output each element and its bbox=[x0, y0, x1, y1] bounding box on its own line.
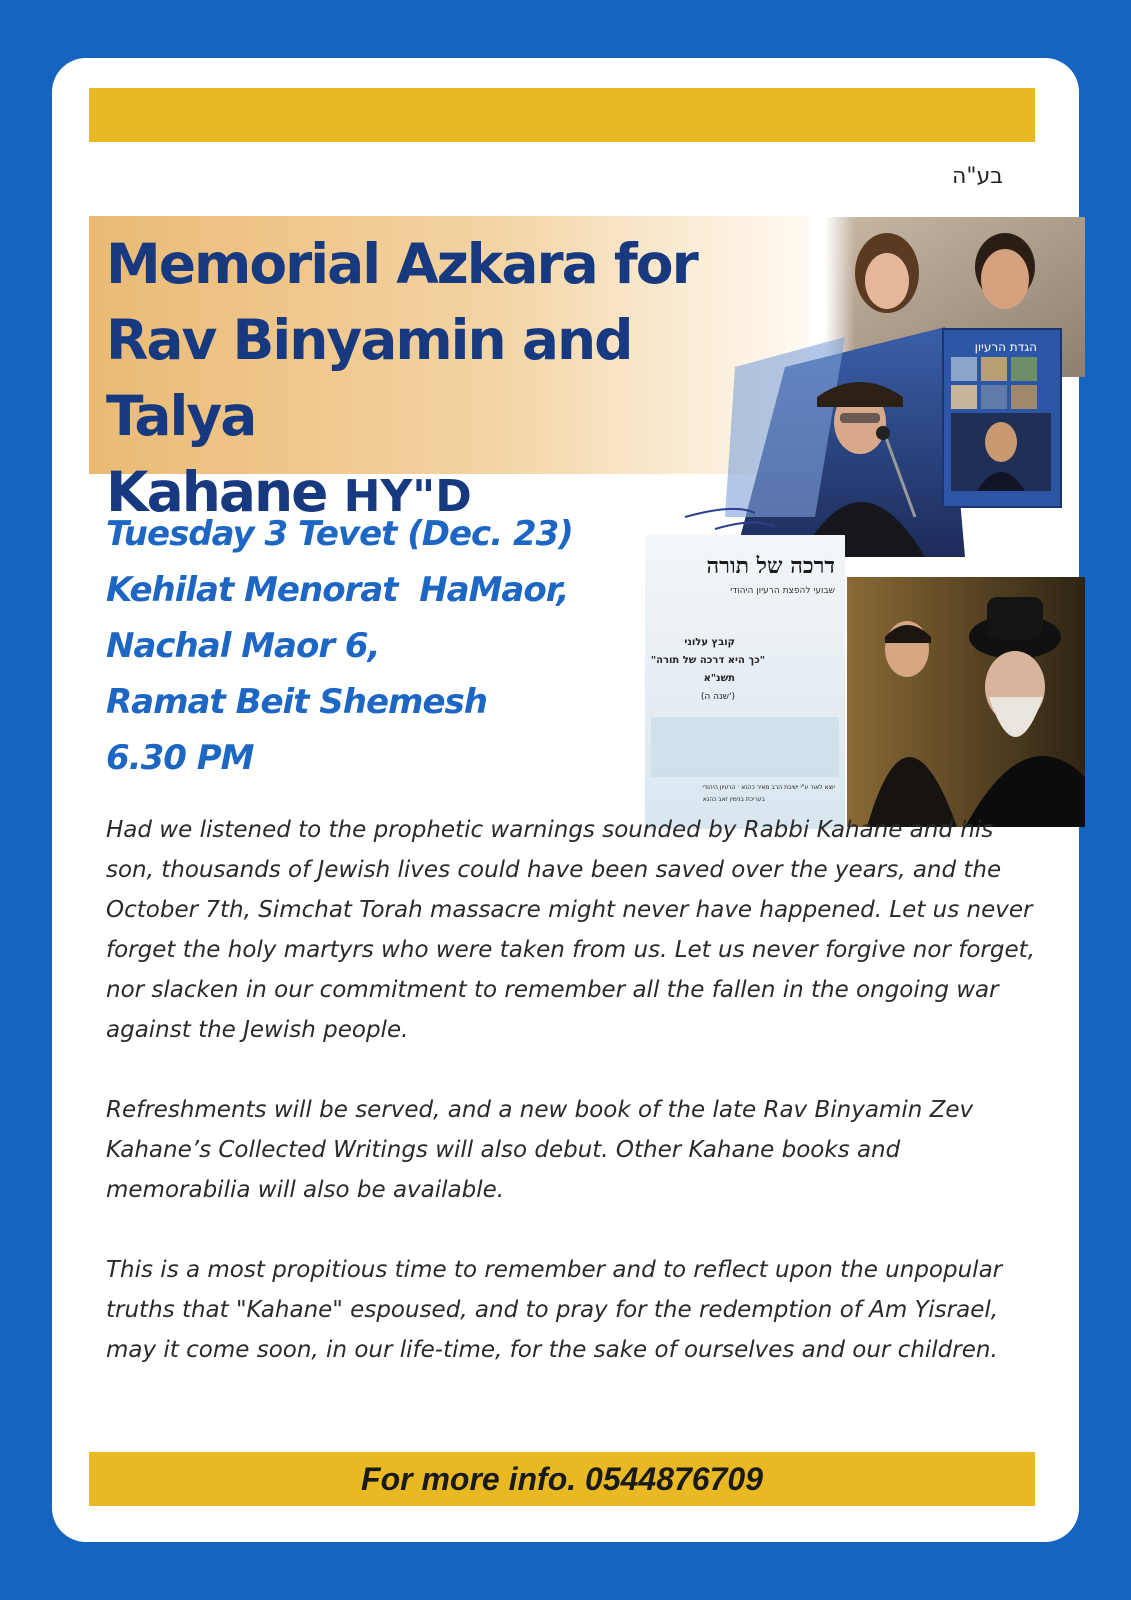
book-title: הגדת הרעיון bbox=[974, 340, 1037, 354]
newsletter-footer-2: בעריכת בנימין זאב כהנא bbox=[702, 796, 765, 803]
event-address: Nachal Maor 6, bbox=[106, 626, 380, 666]
newsletter-line-4: (שנה ה') bbox=[700, 692, 735, 702]
newsletter-line-3: תשנ"א bbox=[703, 673, 735, 684]
bh-mark: בע"ה bbox=[952, 164, 1003, 189]
newsletter-footer: יוצא לאור ע"י ישיבת הרב מאיר כהנא · הרעיון היהודי bbox=[702, 784, 835, 791]
paragraph-1: Had we listened to the prophetic warnings sounded by Rabbi Kahane and his son, thousands of Jewish lives could have been saved over the years, and the October 7th, Simchat Torah massacre might never have happened. Let us never forget the holy martyrs who were taken from us. Let us never forgive nor forget, nor slacken in our commitment to remember all the fallen in the ongoing war against the Jewish people. bbox=[106, 817, 1035, 1043]
title-suffix: HY"D bbox=[343, 471, 472, 522]
rabbi-photo bbox=[847, 577, 1085, 827]
paragraph-2: Refreshments will be served, and a new book of the late Rav Binyamin Zev Kahane’s Collected Writings will also debut. Other Kahane books and memorabilia will also be available. bbox=[106, 1097, 974, 1203]
event-details bbox=[106, 506, 573, 786]
top-accent-bar bbox=[89, 88, 1035, 142]
event-date: Tuesday 3 Tevet (Dec. 23) bbox=[106, 514, 573, 554]
newsletter-line-1: קובץ עלוני bbox=[684, 637, 735, 648]
event-time: 6.30 PM bbox=[106, 738, 254, 778]
body-text bbox=[106, 810, 1036, 1410]
contact-info: For more info. 0544876709 bbox=[361, 1460, 763, 1497]
newsletter-image bbox=[645, 509, 845, 829]
photo-collage bbox=[585, 217, 1085, 843]
newsletter-line-2: "כך היא דרכה של תורה" bbox=[650, 655, 765, 666]
newsletter-title: דרכה של תורה bbox=[706, 553, 835, 579]
bottom-info-bar bbox=[89, 1452, 1035, 1506]
event-city: Ramat Beit Shemesh bbox=[106, 682, 487, 722]
title-line-2: Rav Binyamin and Talya bbox=[106, 308, 632, 448]
event-venue: Kehilat Menorat HaMaor, bbox=[106, 570, 569, 610]
newsletter-subtitle: שבועי להפצת הרעיון היהודי bbox=[730, 586, 835, 596]
title-line-3: Kahane bbox=[106, 460, 327, 524]
book-cover bbox=[943, 329, 1061, 507]
flyer-card bbox=[52, 58, 1079, 1542]
title-line-1: Memorial Azkara for bbox=[106, 232, 697, 296]
paragraph-3: This is a most propitious time to remember and to reflect upon the unpopular truths that "Kahane" espoused, and to pray for the redemption of Am Yisrael, may it come soon, in our life-time, for the sake of ourselves and our children. bbox=[106, 1257, 1003, 1363]
